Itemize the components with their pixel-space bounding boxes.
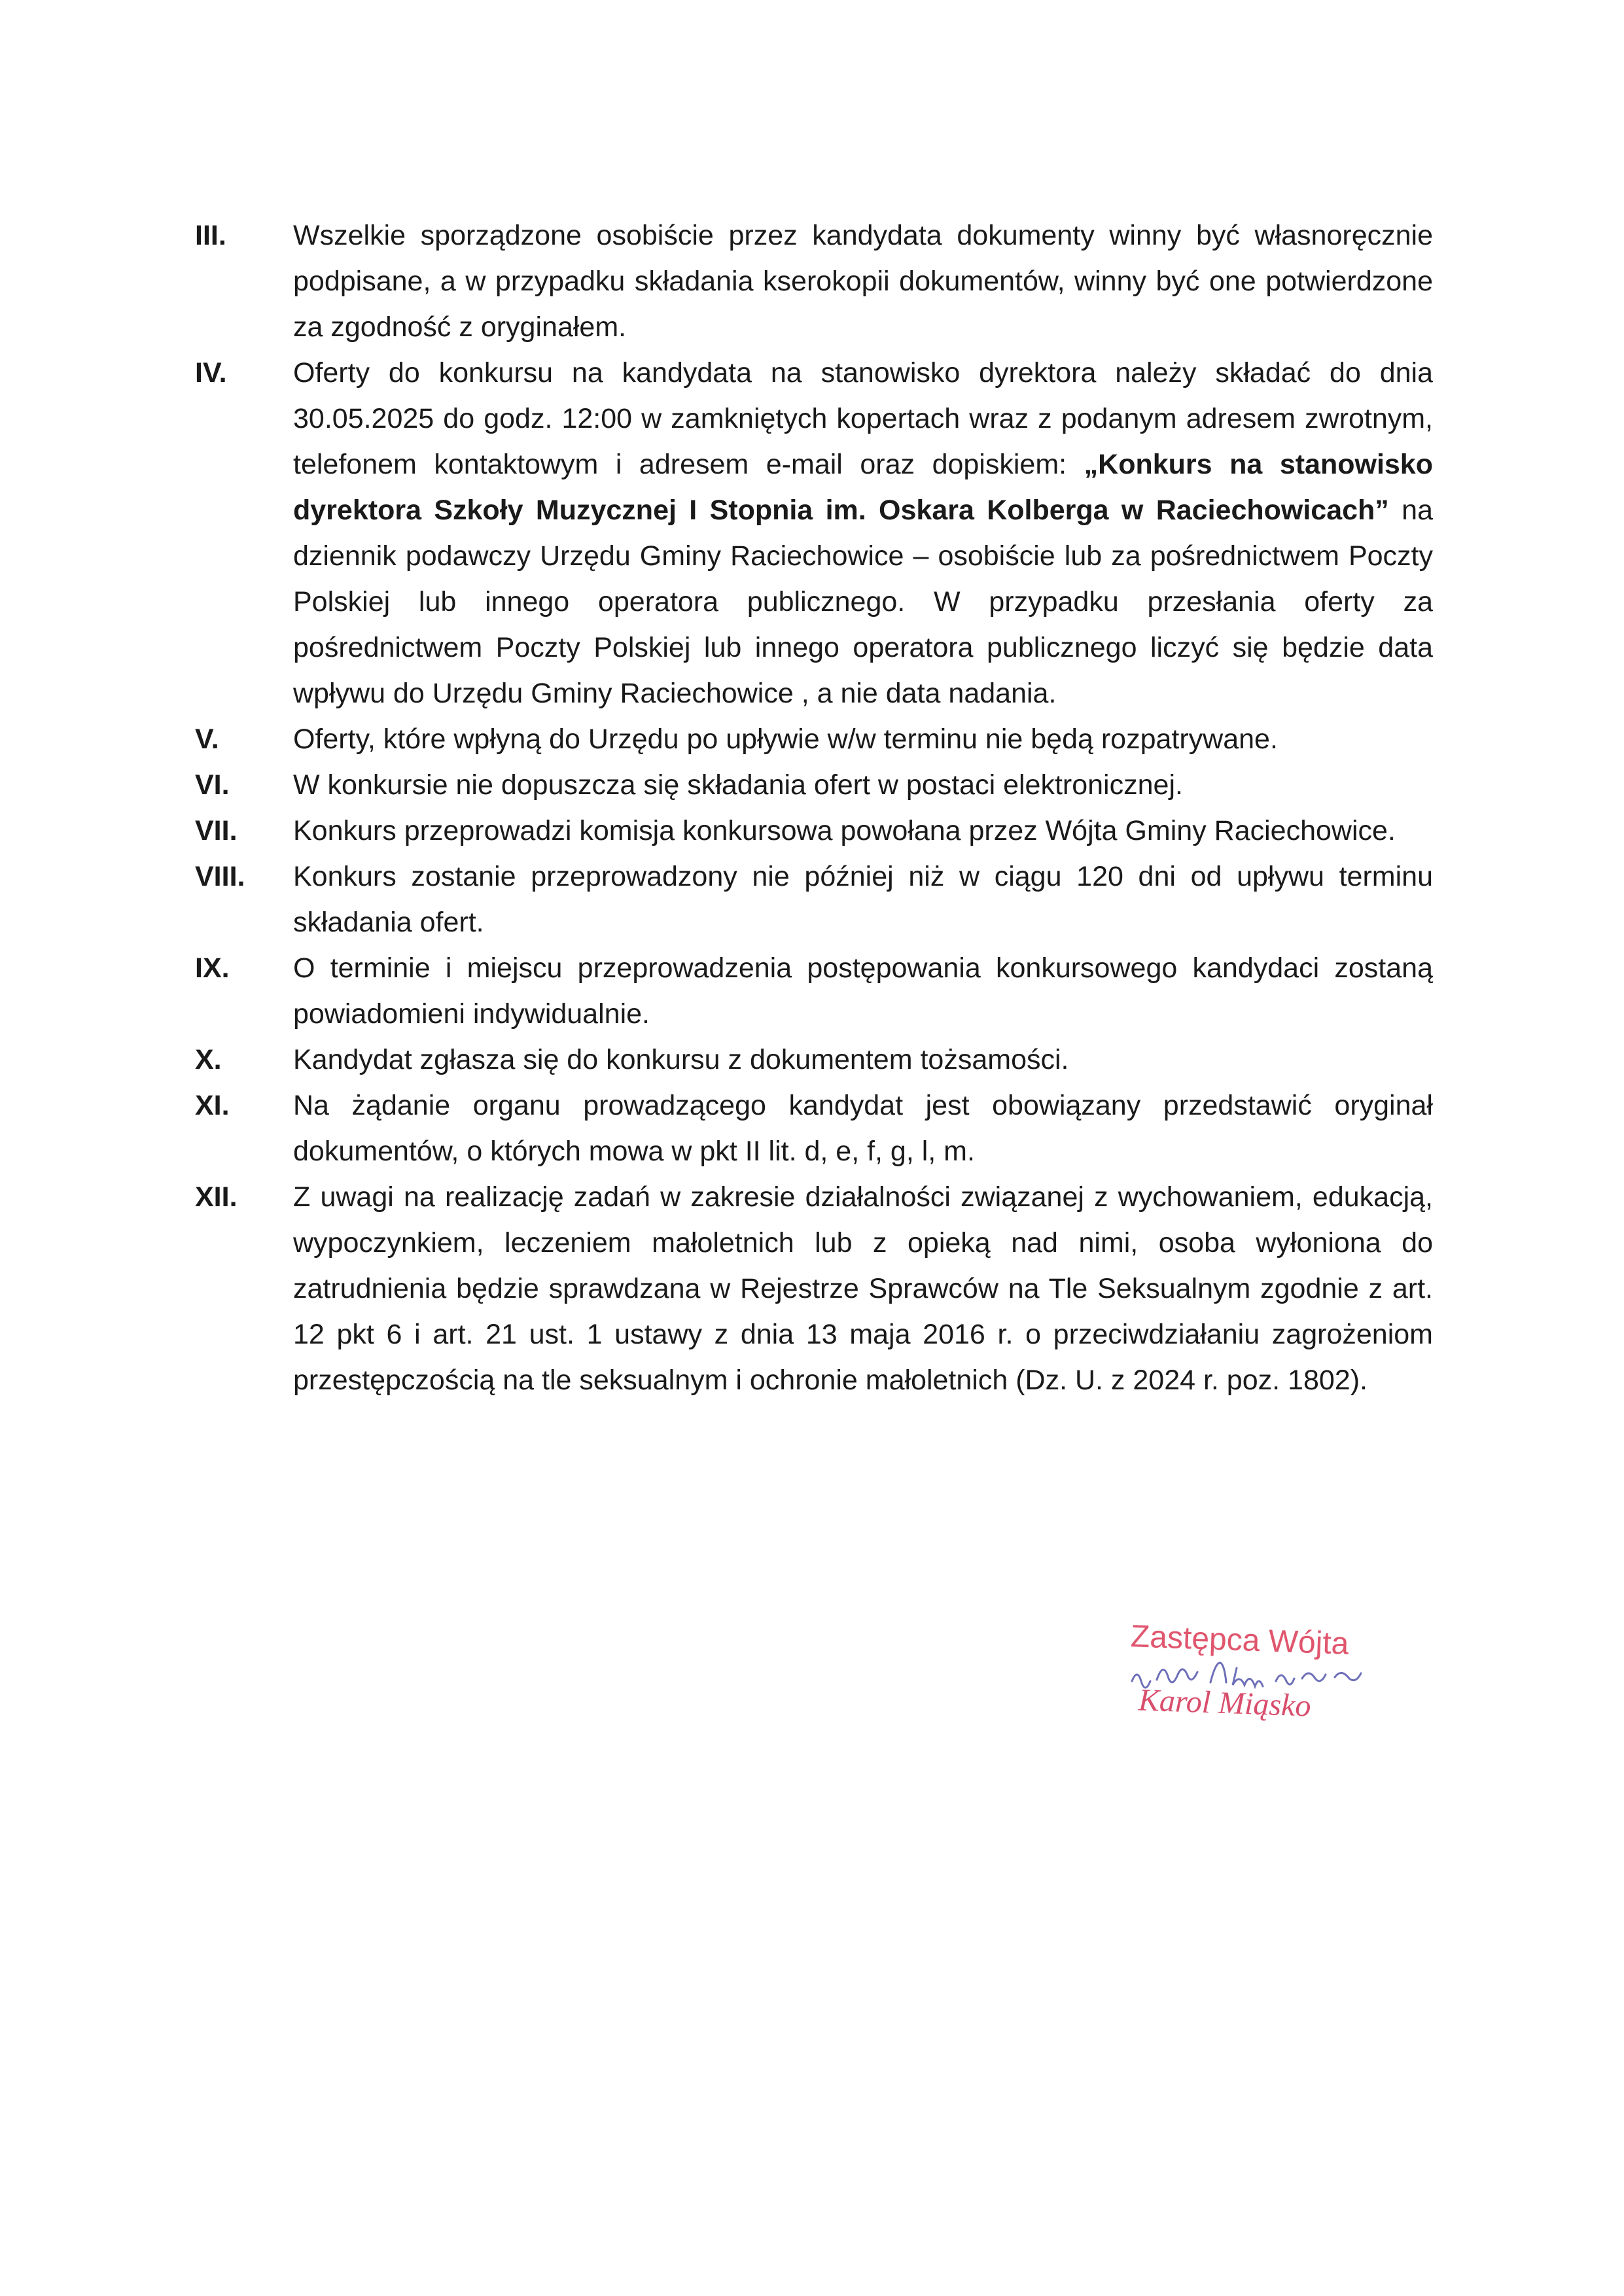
item-number: IX. [195, 952, 230, 984]
list-item-vi [195, 762, 1433, 808]
item-text: Na żądanie organu prowadzącego kandydat jest obowiązany przedstawić oryginał dokumentów, o których mowa w pkt II lit. d, e, f, g, l, m. [293, 1090, 1433, 1167]
list-item-iv [195, 350, 1433, 716]
item-text: Kandydat zgłasza się do konkursu z dokumentem tożsamości. [293, 1044, 1069, 1075]
item-text [293, 350, 1433, 716]
item-text: Wszelkie sporządzone osobiście przez kandydata dokumenty winny być własnoręcznie podpisane, a w przypadku składania kserokopii dokumentów, winny być one potwierdzone za zgodność z oryginałem. [293, 220, 1433, 343]
item-text-part: na dziennik podawczy Urzędu Gminy Raciechowice – osobiście lub za pośrednictwem Poczty Polskiej lub innego operatora publicznego. W przypadku przesłania oferty za pośrednictwem Poczty Polskiej lub innego operatora publicznego liczyć się będzie data wpływu do Urzędu Gminy Raciechowice , a nie data nadania. [293, 495, 1433, 709]
item-text: Konkurs zostanie przeprowadzony nie później niż w ciągu 120 dni od upływu terminu składania ofert. [293, 861, 1433, 938]
item-text: O terminie i miejscu przeprowadzenia postępowania konkursowego kandydaci zostaną powiadomieni indywidualnie. [293, 952, 1433, 1030]
item-number: VIII. [195, 861, 245, 892]
item-number: XII. [195, 1181, 238, 1213]
document-body [195, 213, 1433, 1403]
list-item-xii [195, 1174, 1433, 1403]
item-number: V. [195, 723, 219, 755]
item-text: W konkursie nie dopuszcza się składania ofert w postaci elektronicznej. [293, 769, 1183, 801]
list-item-viii [195, 854, 1433, 945]
item-text-part: Oferty do konkursu na kandydata na stanowisko dyrektora należy składać do dnia 30.05.2025 do godz. 12:00 w zamkniętych kopertach wraz z podanym adresem zwrotnym, telefonem kontaktowym i adresem e-mail oraz dopiskiem: [293, 357, 1433, 480]
item-text-bold: „Konkurs na stanowisko dyrektora Szkoły Muzycznej I Stopnia im. Oskara Kolberga w Raciechowicach” [293, 449, 1433, 526]
signature-stamp [1112, 1619, 1453, 1753]
list-item-v [195, 716, 1433, 762]
item-text: Oferty, które wpłyną do Urzędu po upływie w/w terminu nie będą rozpatrywane. [293, 723, 1278, 755]
item-text: Konkurs przeprowadzi komisja konkursowa powołana przez Wójta Gminy Raciechowice. [293, 815, 1396, 846]
list-item-iii [195, 213, 1433, 350]
list-item-vii [195, 808, 1433, 854]
list-item-xi [195, 1083, 1433, 1174]
item-number: III. [195, 220, 226, 251]
item-number: IV. [195, 357, 227, 389]
stamp-title: Zastępca Wójta [1130, 1619, 1350, 1661]
item-text: Z uwagi na realizację zadań w zakresie działalności związanej z wychowaniem, edukacją, wypoczynkiem, leczeniem małoletnich lub z opieką nad nimi, osoba wyłoniona do zatrudnienia będzie sprawdzana w Rejestrze Sprawców na Tle Seksualnym zgodnie z art. 12 pkt 6 i art. 21 ust. 1 ustawy z dnia 13 maja 2016 r. o przeciwdziałaniu zagrożeniom przestępczością na tle seksualnym i ochronie małoletnich (Dz. U. z 2024 r. poz. 1802). [293, 1181, 1433, 1396]
item-number: XI. [195, 1090, 230, 1121]
list-item-ix [195, 945, 1433, 1037]
item-number: X. [195, 1044, 222, 1075]
item-number: VI. [195, 769, 230, 801]
list-item-x [195, 1037, 1433, 1083]
stamp-name: Karol Miąsko [1138, 1682, 1312, 1724]
item-number: VII. [195, 815, 238, 846]
